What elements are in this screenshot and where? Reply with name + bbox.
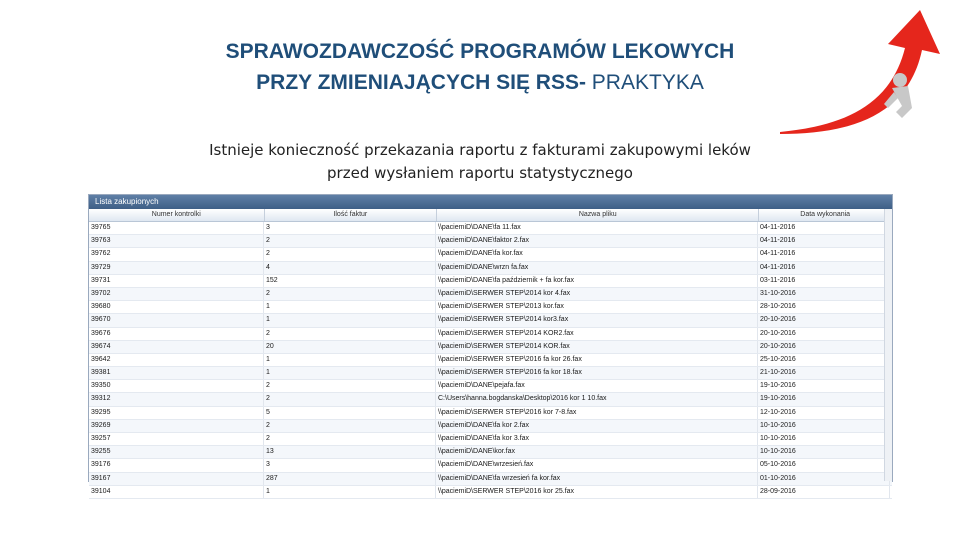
cell-filename: \\paciemiD\DANE\fa kor.fax — [436, 248, 758, 260]
cell-filename: \\paciemiD\DANE\kor.fax — [436, 446, 758, 458]
cell-invoice-count: 20 — [264, 341, 436, 353]
cell-number: 39104 — [89, 486, 264, 498]
cell-number: 39176 — [89, 459, 264, 471]
cell-invoice-count: 5 — [264, 407, 436, 419]
window-titlebar: Lista zakupionych — [89, 195, 892, 209]
cell-filename: \\paciemiD\DANE\wrzn fa.fax — [436, 262, 758, 274]
title-line-2 — [140, 67, 820, 98]
slide-title — [140, 36, 820, 98]
table-row[interactable] — [89, 301, 892, 314]
vertical-scrollbar[interactable] — [884, 209, 892, 481]
cell-date: 04-11-2016 — [758, 248, 890, 260]
cell-invoice-count: 1 — [264, 486, 436, 498]
cell-filename: \\paciemiD\DANE\fa kor 2.fax — [436, 420, 758, 432]
cell-invoice-count: 2 — [264, 288, 436, 300]
table-row[interactable] — [89, 433, 892, 446]
table-row[interactable] — [89, 328, 892, 341]
cell-date: 31-10-2016 — [758, 288, 890, 300]
cell-number: 39295 — [89, 407, 264, 419]
cell-number: 39269 — [89, 420, 264, 432]
table-row[interactable] — [89, 248, 892, 261]
cell-number: 39350 — [89, 380, 264, 392]
table-row[interactable] — [89, 314, 892, 327]
cell-invoice-count: 3 — [264, 222, 436, 234]
cell-invoice-count: 13 — [264, 446, 436, 458]
cell-date: 04-11-2016 — [758, 235, 890, 247]
cell-number: 39381 — [89, 367, 264, 379]
column-header-invoice-count[interactable]: Ilość faktur — [265, 209, 438, 221]
table-row[interactable] — [89, 459, 892, 472]
table-row[interactable] — [89, 380, 892, 393]
cell-invoice-count: 2 — [264, 235, 436, 247]
cell-filename: \\paciemiD\SERWER STEP\2013 kor.fax — [436, 301, 758, 313]
purchase-list-window — [88, 194, 893, 495]
table-row[interactable] — [89, 235, 892, 248]
cell-invoice-count: 2 — [264, 433, 436, 445]
cell-number: 39680 — [89, 301, 264, 313]
cell-number: 39762 — [89, 248, 264, 260]
cell-filename: \\paciemiD\DANE\wrzesień.fax — [436, 459, 758, 471]
cell-filename: \\paciemiD\SERWER STEP\2016 fa kor 26.fax — [436, 354, 758, 366]
cell-number: 39670 — [89, 314, 264, 326]
cell-invoice-count: 3 — [264, 459, 436, 471]
slide-subtitle — [150, 139, 810, 185]
cell-number: 39257 — [89, 433, 264, 445]
table-row[interactable] — [89, 407, 892, 420]
cell-date: 20-10-2016 — [758, 328, 890, 340]
table-row[interactable] — [89, 420, 892, 433]
cell-date: 19-10-2016 — [758, 393, 890, 405]
table-row[interactable] — [89, 275, 892, 288]
cell-date: 25-10-2016 — [758, 354, 890, 366]
cell-filename: \\paciemiD\DANE\fa 11.fax — [436, 222, 758, 234]
column-header-filename[interactable]: Nazwa pliku — [437, 209, 759, 221]
cell-date: 20-10-2016 — [758, 314, 890, 326]
cell-invoice-count: 2 — [264, 420, 436, 432]
cell-date: 05-10-2016 — [758, 459, 890, 471]
cell-number: 39642 — [89, 354, 264, 366]
cell-invoice-count: 2 — [264, 328, 436, 340]
cell-filename: \\paciemiD\DANE\pejafa.fax — [436, 380, 758, 392]
table-row[interactable] — [89, 354, 892, 367]
cell-filename: \\paciemiD\SERWER STEP\2016 kor 25.fax — [436, 486, 758, 498]
table-row[interactable] — [89, 486, 892, 499]
cell-filename: \\paciemiD\SERWER STEP\2016 fa kor 18.fax — [436, 367, 758, 379]
table-row[interactable] — [89, 367, 892, 380]
title-line-2-rest: PRAKTYKA — [585, 71, 704, 94]
cell-filename: \\paciemiD\SERWER STEP\2014 kor 4.fax — [436, 288, 758, 300]
cell-number: 39765 — [89, 222, 264, 234]
table-row[interactable] — [89, 341, 892, 354]
cell-date: 21-10-2016 — [758, 367, 890, 379]
cell-filename: \\paciemiD\SERWER STEP\2016 kor 7-8.fax — [436, 407, 758, 419]
column-header-number[interactable]: Numer kontrolki — [89, 209, 265, 221]
cell-invoice-count: 287 — [264, 473, 436, 485]
title-line-1: SPRAWOZDAWCZOŚĆ PROGRAMÓW LEKOWYCH — [225, 40, 735, 63]
cell-date: 04-11-2016 — [758, 222, 890, 234]
red-arrow-icon — [780, 10, 940, 134]
cell-number: 39702 — [89, 288, 264, 300]
grid-body — [89, 222, 892, 499]
cell-invoice-count: 1 — [264, 354, 436, 366]
cell-date: 10-10-2016 — [758, 420, 890, 432]
cell-number: 39167 — [89, 473, 264, 485]
cell-date: 28-10-2016 — [758, 301, 890, 313]
cell-invoice-count: 4 — [264, 262, 436, 274]
table-row[interactable] — [89, 222, 892, 235]
cell-invoice-count: 1 — [264, 301, 436, 313]
table-row[interactable] — [89, 446, 892, 459]
cell-number: 39729 — [89, 262, 264, 274]
cell-number: 39255 — [89, 446, 264, 458]
title-line-2-bold: PRZY ZMIENIAJĄCYCH SIĘ RSS- — [256, 71, 586, 94]
cell-filename: C:\Users\hanna.bogdanska\Desktop\2016 kor 1 10.fax — [436, 393, 758, 405]
cell-filename: \\paciemiD\SERWER STEP\2014 KOR.fax — [436, 341, 758, 353]
cell-invoice-count: 1 — [264, 314, 436, 326]
cell-number: 39763 — [89, 235, 264, 247]
cell-filename: \\paciemiD\SERWER STEP\2014 kor3.fax — [436, 314, 758, 326]
table-row[interactable] — [89, 473, 892, 486]
data-grid — [89, 209, 892, 499]
cell-date: 12-10-2016 — [758, 407, 890, 419]
cell-number: 39731 — [89, 275, 264, 287]
cell-date: 10-10-2016 — [758, 433, 890, 445]
cell-invoice-count: 2 — [264, 393, 436, 405]
table-row[interactable] — [89, 288, 892, 301]
cell-number: 39676 — [89, 328, 264, 340]
table-row[interactable] — [89, 262, 892, 275]
cell-invoice-count: 1 — [264, 367, 436, 379]
cell-filename: \\paciemiD\DANE\fa październik + fa kor.fax — [436, 275, 758, 287]
cell-invoice-count: 152 — [264, 275, 436, 287]
cell-number: 39312 — [89, 393, 264, 405]
cell-filename: \\paciemiD\DANE\fa wrzesień fa kor.fax — [436, 473, 758, 485]
growth-arrow-illustration — [780, 8, 960, 134]
cell-date: 03-11-2016 — [758, 275, 890, 287]
cell-filename: \\paciemiD\SERWER STEP\2014 KOR2.fax — [436, 328, 758, 340]
cell-date: 01-10-2016 — [758, 473, 890, 485]
cell-filename: \\paciemiD\DANE\fa kor 3.fax — [436, 433, 758, 445]
column-header-date[interactable]: Data wykonania — [759, 209, 892, 221]
cell-date: 10-10-2016 — [758, 446, 890, 458]
cell-date: 04-11-2016 — [758, 262, 890, 274]
grid-header — [89, 209, 892, 222]
cell-date: 19-10-2016 — [758, 380, 890, 392]
subtitle-line-2: przed wysłaniem raportu statystycznego — [327, 164, 633, 182]
cell-filename: \\paciemiD\DANE\faktor 2.fax — [436, 235, 758, 247]
cell-number: 39674 — [89, 341, 264, 353]
cell-date: 20-10-2016 — [758, 341, 890, 353]
cell-invoice-count: 2 — [264, 380, 436, 392]
table-row[interactable] — [89, 393, 892, 406]
cell-invoice-count: 2 — [264, 248, 436, 260]
cell-date: 28-09-2016 — [758, 486, 890, 498]
subtitle-line-1: Istnieje konieczność przekazania raportu z fakturami zakupowymi leków — [209, 141, 751, 159]
